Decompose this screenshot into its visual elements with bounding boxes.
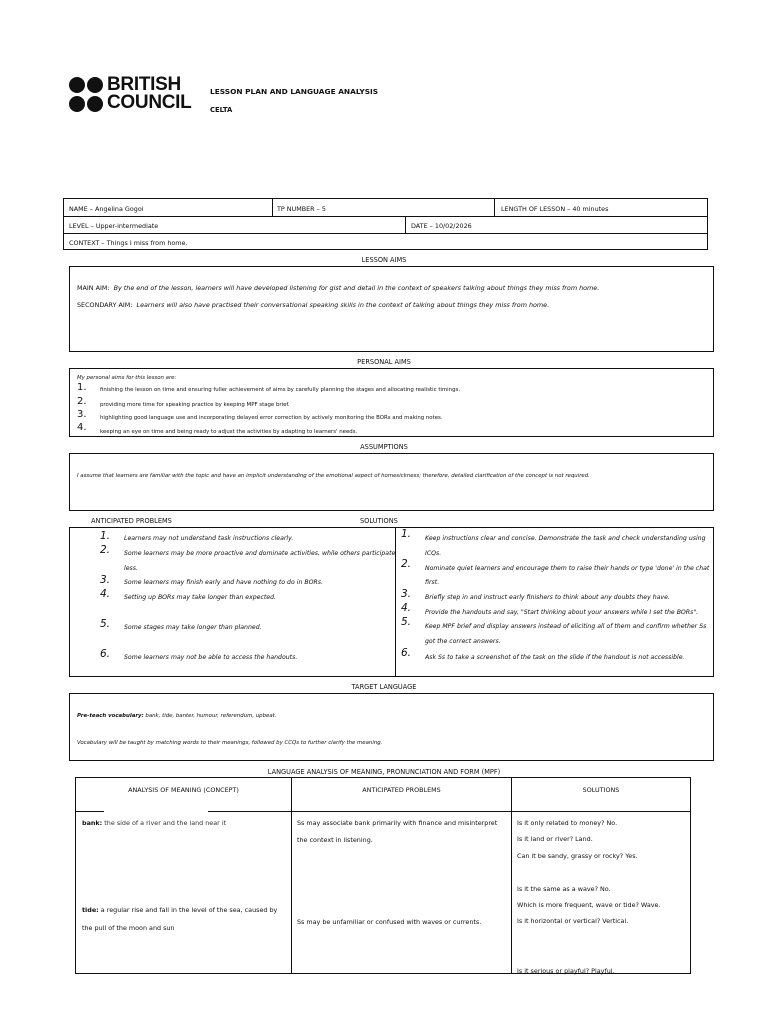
extra-solution: Is it serious or playful? Playful.	[517, 967, 615, 975]
mpf-heading: LANGUAGE ANALYSIS OF MEANING, PRONUNCIATION AND FORM (MPF)	[267, 768, 501, 776]
personal-aim-number: 3.	[77, 409, 87, 420]
bank-solution: Is it land or river? Land.	[517, 835, 593, 843]
assumptions-heading: ASSUMPTIONS	[360, 443, 408, 451]
bank-problem: Ss may associate bank primarily with finance and misinterpret	[297, 819, 498, 827]
main-aim	[77, 284, 599, 292]
solution-text: Nominate quiet learners and encourage them to raise their hands or type 'done' in the chat	[425, 565, 710, 572]
page-title: LESSON PLAN AND LANGUAGE ANALYSIS	[210, 87, 379, 96]
mpf-col-solutions: SOLUTIONS	[582, 786, 620, 794]
solution-text: got the correct answers.	[425, 638, 501, 645]
problem-text: Some learners may be more proactive and dominate activities, while others participate	[124, 550, 396, 557]
preteach-text: bank, tide, banter, humour, referendum, upbeat.	[145, 713, 277, 719]
mpf-table	[75, 777, 691, 974]
logo-wordmark: BRITISH COUNCIL	[107, 74, 192, 113]
problem-text: Learners may not understand task instructions clearly.	[124, 535, 294, 542]
solution-number: 3.	[401, 588, 412, 600]
tp-number-field: TP NUMBER – 5	[277, 205, 326, 213]
anticipated-problems-heading: ANTICIPATED PROBLEMS	[91, 517, 172, 525]
personal-aims-intro: My personal aims for this lesson are:	[77, 375, 177, 381]
british-council-logo-icon	[69, 77, 103, 113]
bank-solution: Is it only related to money? No.	[517, 819, 618, 827]
target-language-heading: TARGET LANGUAGE	[351, 683, 417, 691]
bank-problem: the context in listening.	[297, 836, 373, 844]
bank-definition: the side of a river and the land near it	[104, 819, 227, 827]
personal-aim-text: highlighting good language use and incorporating delayed error correction by actively monitoring the BORs and making notes.	[100, 415, 443, 421]
page-subtitle: CELTA	[210, 106, 233, 114]
secondary-aim-text: Learners will also have practised their conversational speaking skills in the context of talking about things they miss from home.	[136, 301, 550, 309]
secondary-aim-label: SECONDARY AIM:	[77, 301, 133, 309]
assumptions-text: I assume that learners are familiar with the topic and have an implicit understanding of the emotional aspect of homesickness; therefore, detailed clarification of the concept is not required.	[77, 473, 590, 479]
solution-number: 4.	[401, 602, 412, 614]
problem-text: less.	[124, 565, 138, 572]
context-field: CONTEXT – Things I miss from home.	[69, 239, 188, 247]
assumptions-box	[69, 453, 714, 511]
main-aim-text: By the end of the lesson, learners will have developed listening for gist and detail in the context of speakers talking about things they miss from home.	[113, 284, 600, 292]
solution-text: Provide the handouts and say, "Start thinking about your answers while I set the BORs".	[425, 609, 699, 616]
solutions-heading: SOLUTIONS	[360, 517, 398, 525]
solution-number: 5.	[401, 616, 412, 628]
problem-number: 1.	[100, 530, 111, 542]
tide-word: tide:	[82, 906, 99, 914]
problem-number: 6.	[100, 648, 111, 660]
bank-meaning	[82, 819, 226, 827]
bank-word: bank:	[82, 819, 103, 827]
solution-text: first.	[425, 579, 440, 586]
problem-text: Setting up BORs may take longer than expected.	[124, 594, 276, 601]
solution-text: Briefly step in and instruct early finishers to think about any doubts they have.	[425, 594, 670, 601]
tide-solution: Is it horizontal or vertical? Vertical.	[517, 917, 629, 925]
problem-text: Some learners may finish early and have nothing to do in BORs.	[124, 579, 323, 586]
preteach-label: Pre-teach vocabulary:	[77, 713, 144, 719]
lesson-aims-box	[69, 266, 714, 352]
problem-number: 2.	[100, 544, 111, 556]
personal-aims-box	[69, 368, 714, 437]
mpf-col-meaning: ANALYSIS OF MEANING (CONCEPT)	[128, 786, 239, 794]
preteach-vocabulary	[77, 713, 276, 719]
level-field: LEVEL – Upper-intermediate	[69, 222, 159, 230]
tide-definition: a regular rise and fall in the level of the sea, caused by	[100, 906, 278, 914]
personal-aim-text: keeping an eye on time and being ready to adjust the activities by adapting to learners' needs.	[100, 429, 358, 435]
solution-number: 6.	[401, 647, 412, 659]
length-field: LENGTH OF LESSON – 40 minutes	[501, 205, 609, 213]
problem-number: 5.	[100, 618, 111, 630]
personal-aim-number: 1.	[77, 382, 87, 393]
personal-aims-heading: PERSONAL AIMS	[357, 358, 411, 366]
tide-problem: Ss may be unfamiliar or confused with waves or currents.	[297, 918, 482, 926]
problems-solutions-table	[69, 527, 714, 677]
personal-aim-text: finishing the lesson on time and ensuring fuller achievement of aims by carefully planning the stages and allocating realistic timings.	[100, 387, 461, 393]
solution-number: 2.	[401, 558, 412, 570]
solution-text: Keep instructions clear and concise. Demonstrate the task and check understanding using	[425, 535, 706, 542]
problem-text: Some learners may not be able to access the handouts.	[124, 654, 298, 661]
vocabulary-note: Vocabulary will be taught by matching words to their meanings, followed by CCQs to further clarify the meaning.	[77, 740, 383, 746]
info-table	[63, 198, 708, 250]
problem-number: 4.	[100, 588, 111, 600]
target-language-box	[69, 693, 714, 761]
tide-meaning	[82, 906, 277, 914]
problem-text: Some stages may take longer than planned.	[124, 624, 262, 631]
secondary-aim	[77, 301, 549, 309]
solution-text: ICQs.	[425, 550, 442, 557]
solution-text: Ask Ss to take a screenshot of the task on the slide if the handout is not accessible.	[425, 654, 685, 661]
tide-definition: the pull of the moon and sun	[82, 924, 175, 932]
solution-number: 1.	[401, 528, 412, 540]
name-field: NAME – Angelina Gogoi	[69, 205, 144, 213]
main-aim-label: MAIN AIM:	[77, 284, 110, 292]
tide-solution: Which is more frequent, wave or tide? Wave.	[517, 901, 661, 909]
bank-solution: Can it be sandy, grassy or rocky? Yes.	[517, 852, 638, 860]
problem-number: 3.	[100, 574, 111, 586]
personal-aim-number: 4.	[77, 422, 87, 433]
date-field: DATE – 10/02/2026	[411, 222, 472, 230]
solution-text: Keep MPF brief and display answers instead of eliciting all of them and confirm whether Ss	[425, 623, 707, 630]
lesson-aims-heading: LESSON AIMS	[361, 256, 407, 264]
tide-solution: Is it the same as a wave? No.	[517, 885, 611, 893]
mpf-col-problems: ANTICIPATED PROBLEMS	[362, 786, 441, 794]
personal-aim-text: providing more time for speaking practice by keeping MPF stage brief.	[100, 402, 290, 408]
personal-aim-number: 2.	[77, 396, 87, 407]
